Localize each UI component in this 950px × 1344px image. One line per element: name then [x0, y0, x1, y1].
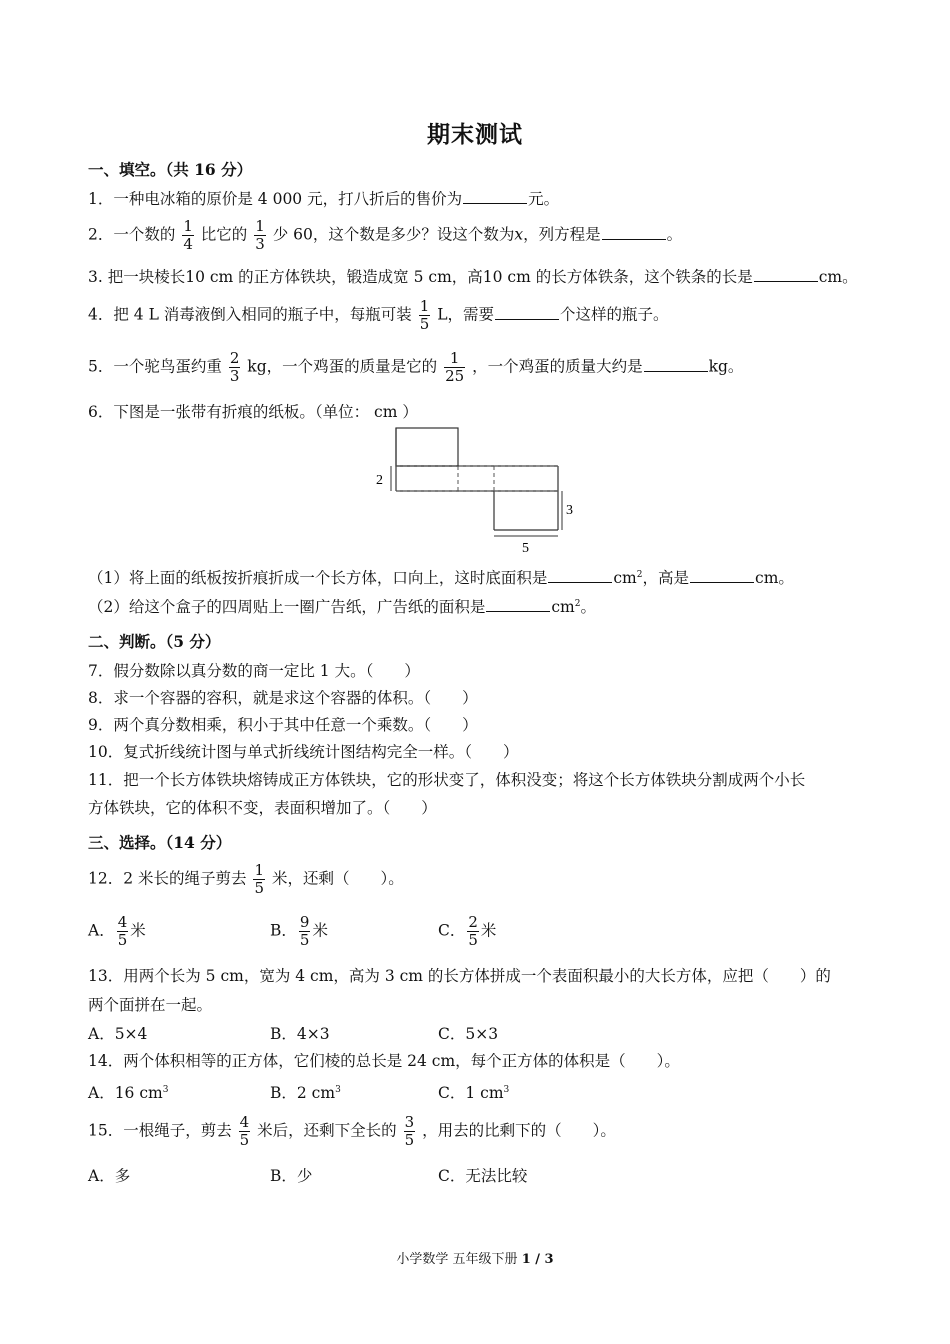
question-3: 3. 把一块棱长10 cm 的正方体铁块，锻造成宽 5 cm，高10 cm 的长方体铁条，这个铁条的长是 cm。: [88, 268, 858, 286]
question-13-option-b: B．4×3: [270, 1025, 330, 1043]
question-6-part-1: （1）将上面的纸板按折痕折成一个长方体，口向上，这时底面积是 $cm^2$，高是 cm。: [88, 569, 794, 587]
question-15-option-b: B．少: [270, 1167, 313, 1185]
question-14: 14．两个体积相等的正方体，它们棱的总长是 24 cm，每个正方体的体积是（ ）。: [88, 1052, 680, 1070]
question-10: 10．复式折线统计图与单式折线统计图结构完全一样。（ ）: [88, 743, 519, 761]
question-14-option-b: B．2 $cm^3$: [270, 1084, 341, 1102]
answer-blank: [548, 568, 612, 583]
fraction: $\frac{1}{4}$: [183, 217, 193, 253]
question-14-option-c: C．1 $cm^3$: [438, 1084, 510, 1102]
question-12-option-a: A． $\frac{4}{5}$ 米: [88, 913, 146, 949]
question-14-option-a: A．16 $cm^3$: [88, 1084, 169, 1102]
question-12-option-c: C． $\frac{2}{5}$ 米: [438, 913, 497, 949]
fraction: $\frac{3}{5}$: [404, 1113, 415, 1149]
dim-label-3: 3: [566, 503, 573, 518]
question-15-option-c: C．无法比较: [438, 1167, 528, 1185]
answer-blank: [463, 189, 527, 204]
question-6: 6．下图是一张带有折痕的纸板。（单位： cm ）: [88, 403, 418, 421]
section-heading-choice: 三、选择。（14 分）: [88, 833, 232, 852]
question-13-option-a: A．5×4: [88, 1025, 148, 1043]
dim-label-5: 5: [522, 541, 529, 556]
question-1: 1．一种电冰箱的原价是 4 000 元，打八折后的售价为 元。: [88, 190, 560, 208]
answer-blank: [754, 267, 818, 282]
answer-blank: [486, 597, 550, 612]
answer-blank: [644, 357, 708, 372]
fraction: $\frac{2}{3}$: [229, 349, 240, 385]
page-footer: 小学数学 五年级下册 1 / 3: [396, 1252, 554, 1267]
question-8: 8．求一个容器的容积，就是求这个容器的体积。（ ）: [88, 689, 478, 707]
fraction: $\frac{1}{3}$: [255, 217, 265, 253]
answer-blank: [495, 305, 559, 320]
question-11-line-2: 方体铁块，它的体积不变，表面积增加了。（ ）: [88, 799, 437, 817]
answer-blank: [602, 225, 666, 240]
question-12-option-b: B． $\frac{9}{5}$ 米: [270, 913, 328, 949]
question-4: 4．把 4 L 消毒液倒入相同的瓶子中，每瓶可装 $\frac{1}{5}$ L，需要 个这样的瓶子。: [88, 297, 669, 333]
fraction: $\frac{1}{5}$: [254, 861, 264, 897]
question-5: 5．一个驼鸟蛋约重 $\frac{2}{3}$ kg，一个鸡蛋的质量是它的 $\frac{1}{25}$ ，一个鸡蛋的质量大约是 kg。: [88, 349, 744, 385]
answer-blank: [690, 568, 754, 583]
question-15-option-a: A．多: [88, 1167, 131, 1185]
question-6-part-2: （2）给这个盒子的四周贴上一圈广告纸，广告纸的面积是 $cm^2$。: [88, 598, 597, 616]
section-heading-judge: 二、判断。（5 分）: [88, 632, 221, 651]
question-7: 7．假分数除以真分数的商一定比 1 大。（ ）: [88, 662, 420, 680]
section-heading-fill: 一、填空。（共 16 分）: [88, 160, 253, 179]
question-15: 15．一根绳子，剪去 $\frac{4}{5}$ 米后，还剩下全长的 $\frac{3}{5}$ ，用去的比剩下的（ ）。: [88, 1113, 616, 1149]
dim-label-2: 2: [376, 473, 383, 488]
question-13-option-c: C．5×3: [438, 1025, 499, 1043]
question-13-line-2: 两个面拼在一起。: [88, 996, 213, 1014]
question-13-line-1: 13．用两个长为 5 cm，宽为 4 cm，高为 3 cm 的长方体拼成一个表面积最小的大长方体，应把（ ）的: [88, 967, 831, 985]
fraction: $\frac{4}{5}$: [239, 1113, 250, 1149]
question-9: 9．两个真分数相乘，积小于其中任意一个乘数。（ ）: [88, 716, 478, 734]
page-title: 期末测试: [427, 121, 523, 148]
fraction: $\frac{1}{25}$: [445, 349, 465, 385]
page-number: 1 / 3: [521, 1252, 554, 1267]
question-11-line-1: 11．把一个长方体铁块熔铸成正方体铁块，它的形状变了，体积没变；将这个长方体铁块分割成两个小长: [88, 771, 806, 789]
folded-paper-diagram: [362, 420, 573, 560]
fraction: $\frac{1}{5}$: [419, 297, 430, 333]
question-2: 2．一个数的 $\frac{1}{4}$ 比它的 $\frac{1}{3}$ 少 60，这个数是多少？设这个数为x，列方程是 。: [88, 217, 683, 253]
question-12: 12．2 米长的绳子剪去 $\frac{1}{5}$ 米，还剩（ ）。: [88, 861, 404, 897]
